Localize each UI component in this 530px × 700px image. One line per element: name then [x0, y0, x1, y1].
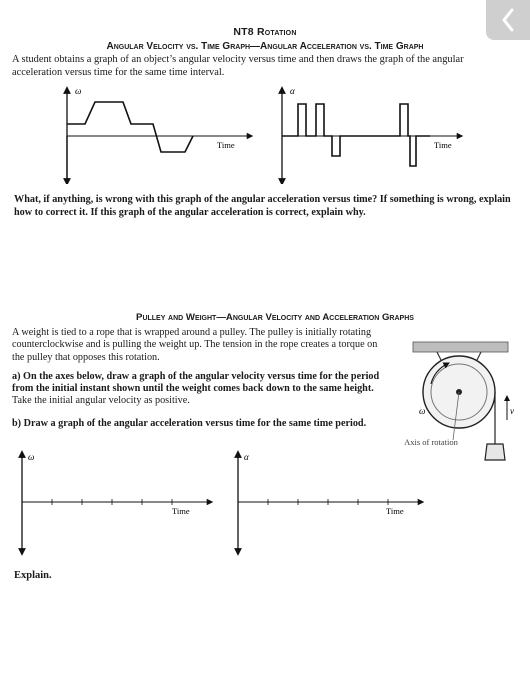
- omega-time-graph: [55, 84, 255, 184]
- y-axis-label: α: [244, 452, 249, 462]
- question-b: b) Draw a graph of the angular acceleration versus time for the same time period.: [12, 418, 367, 429]
- section1-question: What, if anything, is wrong with this graph of the angular acceleration versus time? If something is wrong, explain how to correct it. If this graph of the angular acceleration is correct, explain why.: [14, 194, 511, 218]
- page-title: NT8 Rotation: [233, 26, 297, 38]
- alpha-time-graph: [270, 84, 470, 184]
- v-label: v: [510, 406, 514, 416]
- blank-alpha-graph: [226, 448, 426, 558]
- ceiling: [413, 342, 508, 352]
- blank-omega-graph: [10, 448, 215, 558]
- x-axis-label: Time: [386, 506, 404, 516]
- section2-intro: A weight is tied to a rope that is wrapped around a pulley. The pulley is initially rotating counterclockwise and is pulling the weight up. The tension in the rope creates a torque on the pulley that opposes this rotation.: [12, 327, 378, 363]
- x-axis-label: Time: [434, 140, 452, 150]
- omega-label: ω: [419, 406, 426, 416]
- question-a: [12, 371, 392, 408]
- y-axis-label: ω: [75, 86, 82, 96]
- x-axis-label: Time: [217, 140, 235, 150]
- y-axis-label: α: [290, 86, 295, 96]
- section2-title: Pulley and Weight—Angular Velocity and Acceleration Graphs: [136, 312, 414, 323]
- section1-intro: A student obtains a graph of an object’s angular velocity versus time and then draws the graph of the angular acceleration versus time for the same time interval.: [12, 54, 464, 78]
- alpha-curve: [282, 104, 430, 166]
- weight: [485, 444, 505, 460]
- x-axis-label: Time: [172, 506, 190, 516]
- section1-title: Angular Velocity vs. Time Graph—Angular Acceleration vs. Time Graph: [106, 41, 424, 52]
- explain-label: Explain.: [14, 570, 52, 581]
- question-a-bold: a) On the axes below, draw a graph of the angular velocity versus time for the period from the initial instant shown until the weight comes back down to the same height.: [12, 371, 380, 395]
- omega-curve: [67, 102, 193, 152]
- axis-of-rotation-label: Axis of rotation: [404, 437, 458, 447]
- question-a-plain: Take the initial angular velocity as positive.: [12, 395, 190, 407]
- y-axis-label: ω: [28, 452, 35, 462]
